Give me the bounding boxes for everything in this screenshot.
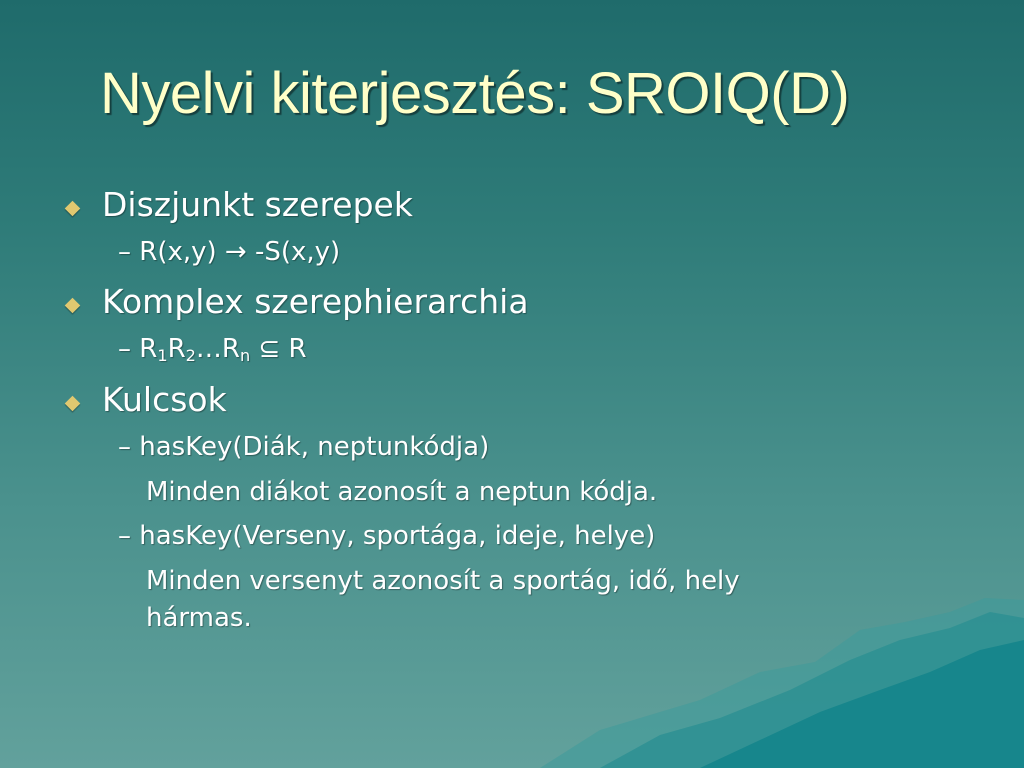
subitem-haskey-competition-description-line2: hármas. bbox=[146, 603, 252, 633]
subitem-role-chain bbox=[118, 334, 307, 364]
role-ellipsis-rn: …R bbox=[195, 334, 240, 364]
bullet-disjoint-roles: Diszjunkt szerepek bbox=[102, 185, 413, 224]
subitem-disjoint-rule: – R(x,y) → -S(x,y) bbox=[118, 237, 341, 267]
subitem-haskey-competition: – hasKey(Verseny, sportága, ideje, helye) bbox=[118, 521, 656, 551]
subitem-haskey-student-description: Minden diákot azonosít a neptun kódja. bbox=[146, 477, 658, 507]
bullet-keys: Kulcsok bbox=[102, 380, 227, 419]
role-r2: R bbox=[167, 334, 186, 364]
role-chain-subset-r: ⊆ R bbox=[250, 334, 307, 364]
role-r1-subscript: 1 bbox=[157, 346, 168, 366]
role-r2-subscript: 2 bbox=[185, 346, 196, 366]
subitem-haskey-competition-description-line1: Minden versenyt azonosít a sportág, idő, hely bbox=[146, 566, 740, 596]
role-r1: R bbox=[139, 334, 158, 364]
bullet-complex-role-hierarchy: Komplex szerephierarchia bbox=[102, 282, 529, 321]
role-rn-subscript: n bbox=[240, 346, 251, 366]
slide-title: Nyelvi kiterjesztés: SROIQ(D) bbox=[100, 61, 850, 126]
subitem-haskey-student: – hasKey(Diák, neptunkódja) bbox=[118, 432, 490, 462]
role-chain-dash: – bbox=[118, 334, 140, 364]
